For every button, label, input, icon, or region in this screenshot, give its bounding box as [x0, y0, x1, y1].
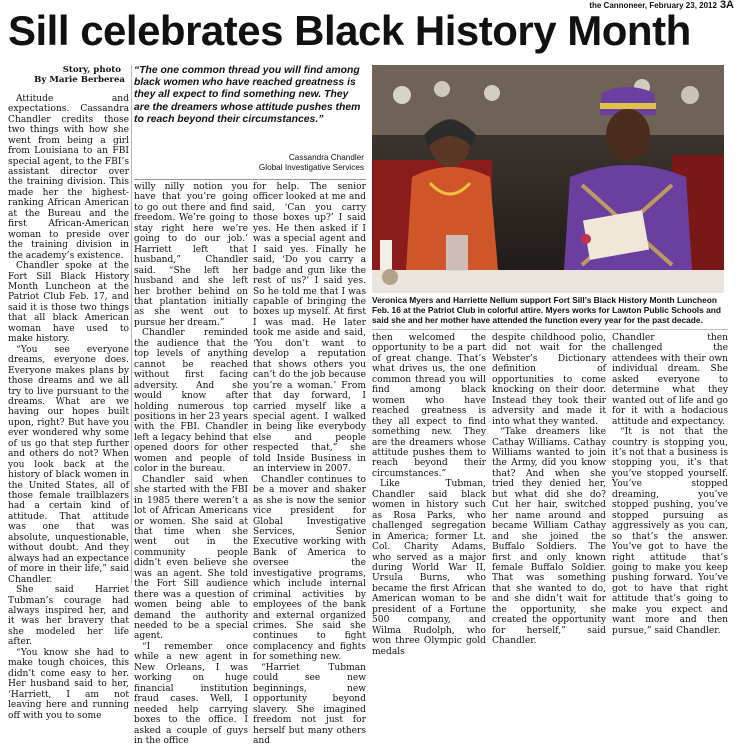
paragraph: for help. The senior officer looked at me and said, ‘Can you carry those boxes up?’ I said yes. He then asked if I was a special agent and I said yes. Finally he said, ‘Do you carry a badge and gun like the rest of us?’ I said yes. So he told me that I was capable of bringing the boxes up myself. At first I was mad. He later took me aside and said, ‘You don’t want to develop a reputation that shows others you can’t do the job because you’re a woman.’ From that day forward, I carried myself like a special agent. I walked in being like everybody else and people respected that,” she told Inside Business in an interview in 2007.	[253, 182, 366, 475]
paragraph: Chandler reminded the audience that the top levels of anything cannot be reached without first facing adversity. And she would know after holding numerous top positions in her 23 years with the FBI. Chandler left a legacy behind that opened doors for other women and people of color in the bureau.	[134, 328, 248, 475]
paragraph: Chandler then challenged the attendees with their own individual dream. She asked everyone to determine what they wanted out of life and go for it with a hodacious attitude and expectancy.	[612, 333, 728, 427]
pull-quote-title: Global Investigative Services	[258, 163, 364, 172]
paragraph: despite childhood polio, did not wait for the Webster’s Dictionary definition of opportunities to come knocking on their door. Instead they took their adversity and made it into what they wanted.	[492, 333, 606, 427]
paragraph: Chandler continues to be a mover and shaker as she is now the senior vice president for Global Investigative Services, Senior Executive working with Bank of America to oversee the investigative programs, which include internal criminal activities by employees of the bank and external organized crimes. She said she continues to fight complacency and fights for something new.	[253, 474, 366, 663]
photo-caption: Veronica Myers and Harriette Nellum support Fort Sill’s Black History Month Luncheon Feb. 16 at the Patriot Club in colorful attire. Myers works for Lawton Public Schools and said she and her mother have attended the function every year for the past decade.	[372, 295, 722, 326]
headline: Sill celebrates Black History Month	[8, 7, 691, 54]
folio-page-number: 3A	[719, 0, 734, 11]
article-column-6	[612, 333, 728, 636]
article-photo	[372, 65, 724, 293]
byline-author: By Marie Berberea	[34, 75, 125, 86]
paragraph: She said Harriet Tubman’s courage had always inspired her, and it was her bravery that she modeled her life after.	[8, 585, 129, 648]
article-column-4	[372, 333, 486, 657]
paragraph: “You know she had to make tough choices, this didn’t come easy to her. Her husband said to her, ‘Harriett, I am not leaving here and running off with you to some	[8, 647, 129, 721]
byline-credit: Story, photo	[62, 65, 121, 75]
paragraph: “Harriet Tubman could see new beginnings, new opportunity beyond slavery. She imagined freedom not just for herself but many others and	[253, 662, 366, 746]
paragraph: “I remember once while a new agent in New Orleans, I was working on huge financial institution fraud cases. Well, I needed help carrying boxes to the office. I asked a couple of guys in the office	[134, 641, 248, 746]
column-divider	[131, 65, 132, 583]
caption-divider	[372, 329, 728, 330]
article-column-1	[8, 65, 129, 721]
pull-quote-attribution	[259, 153, 364, 173]
folio-paper: the Cannoneer, February 23, 2012	[589, 1, 717, 10]
next-article-sliver	[0, 583, 744, 591]
article-column-5	[492, 333, 606, 647]
paragraph: Attitude and expectations. Cassandra Chandler credits those two things with how she went from being a girl from Louisiana to an FBI special agent, to the FBI’s assistant director over the training division. This made her the highest-ranking African American at the Bureau and the first African-American woman to preside over the training division in the academy’s existence.	[8, 93, 129, 261]
paragraph: “You see everyone dreams, everyone does. Everyone makes plans by those dreams and we all try to live pursuant to the dreams. What are we having our hopes built upon, right? But have you ever wondered why some of us go that step further and others do not? When you look back at the history of black women in the United States, all of those female trailblazers had a certain kind of attitude. That attitude was one that was absolute, unquestionable, without doubt. And they always had an expectance of more in their life,” said Chandler.	[8, 344, 129, 585]
paragraph: then welcomed the opportunity to be a part of great change. That’s what drives us, the one common thread you will find among black women who have reached greatness is they all expect to find something new. They are the dreamers whose attitude pushes them to reach beyond their circumstances.”	[372, 333, 486, 479]
paragraph: Chandler spoke at the Fort Sill Black History Month Luncheon at the Patriot Club Feb. 17, and said it is those two things that all black American woman have used to make history.	[8, 261, 129, 345]
paragraph: “Take dreamers like Cathay Williams. Cathay Williams wanted to join the Army, did you know that? And when she tried they denied her, but what did she do? Cut her hair, switched her name around and became William Cathay and she joined the Buffalo Soldiers. The first and only known female Buffalo Soldier. That was something that she wanted to do, and she didn’t wait for the opportunity, she created the opportunity for herself,” said Chandler.	[492, 427, 606, 647]
article-column-2	[134, 182, 248, 746]
pull-quote-name: Cassandra Chandler	[288, 153, 364, 162]
paragraph: “It is not that the country is stopping you, it’s not that a business is stopping you, it’s that you’ve stopped yourself. You’ve stopped dreaming, you’ve stopped pushing, you’ve stopped pursuing as aggressively as you can, so that’s the answer. You’ve got to have the right attitude that’s going to make you keep pushing forward. You’ve got to have that right attitude that’s going to make you expect and want more and then pursue,” said Chandler.	[612, 427, 728, 636]
photo-illustration	[372, 65, 724, 293]
paragraph: Like Tubman, Chandler said black women in history such as Rosa Parks, who challenged segregation in America; former Lt. Col. Charity Adams, who served as a major during World War II, Ursula Burns, who became the first African American woman to be president of a Fortune 500 company, and Wilma Rudolph, who won three Olympic gold medals	[372, 479, 486, 657]
pull-quote	[134, 65, 366, 180]
pull-quote-text: “The one common thread you will find among black women who have reached greatness is they all expect to find something new. They are the dreamers whose attitude pushes them to reach beyond their circumstances.”	[134, 65, 361, 125]
paragraph: willy nilly notion you have that you’re going to go out there and find freedom. We’re going to stay right here we’re going to do our job.’ Harriett left that husband,” Chandler said. “She left her husband and she left her brother behind on that plantation initially as she went out to pursue her dream.”	[134, 182, 248, 328]
article-column-3	[253, 182, 366, 746]
paragraph: Chandler said when she started with the FBI in 1985 there weren’t a lot of African Americans or women. She said at that time when she went out in the community people didn’t even believe she was an agent. She told the Fort Sill audience there was a question of women being able to demand the authority needed to be a special agent.	[134, 474, 248, 642]
